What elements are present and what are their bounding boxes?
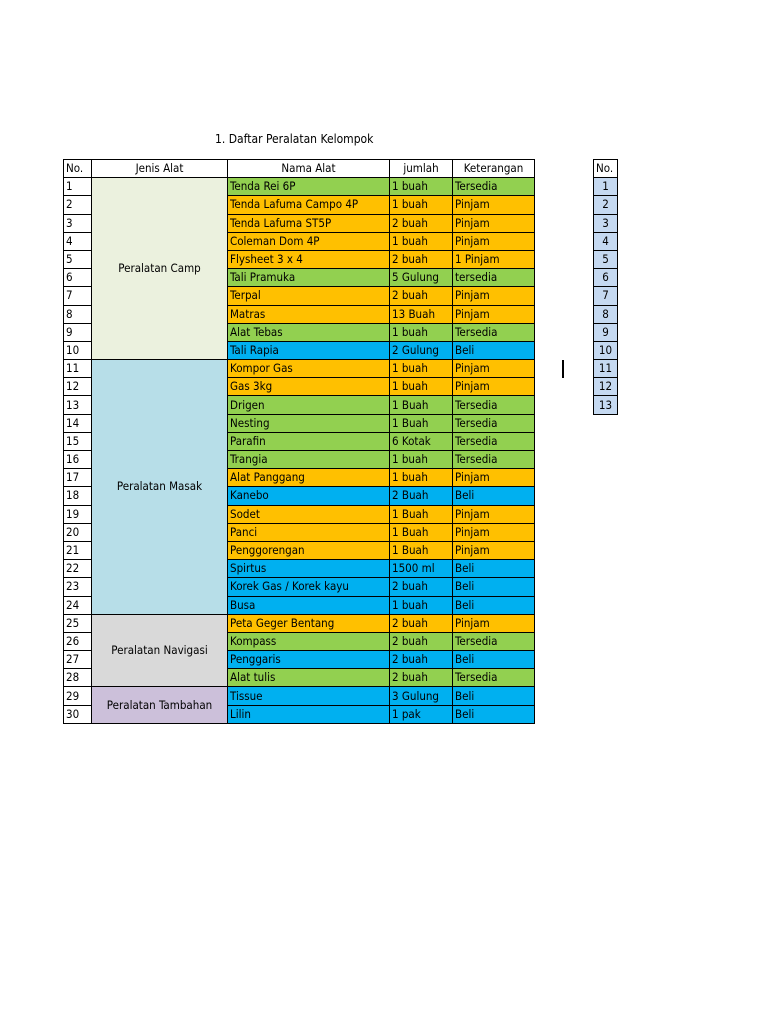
cell-jumlah[interactable]: 2 buah xyxy=(390,214,453,232)
cell-no[interactable]: 25 xyxy=(64,614,92,632)
cell-nama-alat[interactable]: Tali Pramuka xyxy=(228,269,390,287)
cell-keterangan[interactable]: Pinjam xyxy=(453,287,535,305)
cell-no[interactable]: 22 xyxy=(64,560,92,578)
cell-nama-alat[interactable]: Tissue xyxy=(228,687,390,705)
cell-keterangan[interactable]: tersedia xyxy=(453,269,535,287)
cell-jumlah[interactable]: 1 buah xyxy=(390,178,453,196)
cell-keterangan[interactable]: Beli xyxy=(453,651,535,669)
side-table-body xyxy=(594,178,618,414)
cell-no[interactable]: 30 xyxy=(64,705,92,723)
side-table-row xyxy=(594,396,618,414)
side-cell-no[interactable]: 3 xyxy=(594,214,618,232)
cell-keterangan[interactable]: Beli xyxy=(453,596,535,614)
cell-nama-alat[interactable]: Lilin xyxy=(228,705,390,723)
cell-no[interactable]: 20 xyxy=(64,523,92,541)
cell-jumlah[interactable]: 5 Gulung xyxy=(390,269,453,287)
cell-jumlah[interactable]: 1 Buah xyxy=(390,505,453,523)
cell-no[interactable]: 16 xyxy=(64,451,92,469)
cell-keterangan[interactable]: Pinjam xyxy=(453,214,535,232)
cell-jenis-alat[interactable]: Peralatan Masak xyxy=(92,360,228,615)
cell-keterangan[interactable]: 1 Pinjam xyxy=(453,250,535,268)
cell-jumlah[interactable]: 1 buah xyxy=(390,360,453,378)
cell-keterangan[interactable]: Beli xyxy=(453,341,535,359)
cell-no[interactable]: 26 xyxy=(64,632,92,650)
cell-jumlah[interactable]: 1 Buah xyxy=(390,523,453,541)
cell-no[interactable]: 1 xyxy=(64,178,92,196)
side-cell-no[interactable]: 9 xyxy=(594,323,618,341)
table-row xyxy=(64,360,535,378)
cell-no[interactable]: 7 xyxy=(64,287,92,305)
cell-jumlah[interactable]: 1 buah xyxy=(390,596,453,614)
side-cell-no[interactable]: 1 xyxy=(594,178,618,196)
cell-nama-alat[interactable]: Sodet xyxy=(228,505,390,523)
side-table-row xyxy=(594,341,618,359)
cell-keterangan[interactable]: Pinjam xyxy=(453,541,535,559)
cell-no[interactable]: 6 xyxy=(64,269,92,287)
side-table-row xyxy=(594,232,618,250)
side-header-no[interactable]: No. xyxy=(594,160,618,178)
cell-keterangan[interactable]: Pinjam xyxy=(453,469,535,487)
cell-jumlah[interactable]: 2 Gulung xyxy=(390,341,453,359)
cell-nama-alat[interactable]: Kanebo xyxy=(228,487,390,505)
cell-no[interactable]: 17 xyxy=(64,469,92,487)
table-row xyxy=(64,687,535,705)
cell-jumlah[interactable]: 2 buah xyxy=(390,651,453,669)
cell-no[interactable]: 14 xyxy=(64,414,92,432)
side-table-row xyxy=(594,269,618,287)
cell-keterangan[interactable]: Tersedia xyxy=(453,414,535,432)
cell-nama-alat[interactable]: Kompor Gas xyxy=(228,360,390,378)
cell-jumlah[interactable]: 1 Buah xyxy=(390,396,453,414)
side-cell-no[interactable]: 12 xyxy=(594,378,618,396)
side-table-row xyxy=(594,250,618,268)
cell-keterangan[interactable]: Pinjam xyxy=(453,523,535,541)
cell-no[interactable]: 29 xyxy=(64,687,92,705)
cell-nama-alat[interactable]: Nesting xyxy=(228,414,390,432)
side-cell-no[interactable]: 13 xyxy=(594,396,618,414)
cell-jumlah[interactable]: 2 buah xyxy=(390,250,453,268)
cell-no[interactable]: 23 xyxy=(64,578,92,596)
cell-no[interactable]: 28 xyxy=(64,669,92,687)
side-table-row xyxy=(594,305,618,323)
cell-no[interactable]: 24 xyxy=(64,596,92,614)
cell-keterangan[interactable]: Tersedia xyxy=(453,669,535,687)
cell-keterangan[interactable]: Beli xyxy=(453,560,535,578)
text-cursor xyxy=(562,360,564,378)
cell-keterangan[interactable]: Beli xyxy=(453,687,535,705)
side-table-row xyxy=(594,178,618,196)
header-no[interactable]: No. xyxy=(64,160,92,178)
cell-keterangan[interactable]: Beli xyxy=(453,487,535,505)
cell-nama-alat[interactable]: Peta Geger Bentang xyxy=(228,614,390,632)
page-title: 1. Daftar Peralatan Kelompok xyxy=(215,132,374,146)
cell-jumlah[interactable]: 1 pak xyxy=(390,705,453,723)
cell-keterangan[interactable]: Tersedia xyxy=(453,178,535,196)
cell-jumlah[interactable]: 1 Buah xyxy=(390,541,453,559)
cell-jumlah[interactable]: 1 buah xyxy=(390,232,453,250)
cell-nama-alat[interactable]: Alat Tebas xyxy=(228,323,390,341)
cell-keterangan[interactable]: Pinjam xyxy=(453,232,535,250)
table-row xyxy=(64,178,535,196)
cell-nama-alat[interactable]: Alat Panggang xyxy=(228,469,390,487)
side-cell-no[interactable]: 10 xyxy=(594,341,618,359)
cell-no[interactable]: 4 xyxy=(64,232,92,250)
cell-nama-alat[interactable]: Flysheet 3 x 4 xyxy=(228,250,390,268)
side-cell-no[interactable]: 5 xyxy=(594,250,618,268)
cell-nama-alat[interactable]: Coleman Dom 4P xyxy=(228,232,390,250)
side-table-row xyxy=(594,323,618,341)
header-jumlah[interactable]: jumlah xyxy=(390,160,453,178)
side-cell-no[interactable]: 8 xyxy=(594,305,618,323)
table-body xyxy=(64,178,535,724)
cell-jumlah[interactable]: 6 Kotak xyxy=(390,432,453,450)
cell-jumlah[interactable]: 2 Buah xyxy=(390,487,453,505)
cell-nama-alat[interactable]: Kompass xyxy=(228,632,390,650)
cell-no[interactable]: 3 xyxy=(64,214,92,232)
cell-nama-alat[interactable]: Panci xyxy=(228,523,390,541)
cell-nama-alat[interactable]: Matras xyxy=(228,305,390,323)
cell-keterangan[interactable]: Tersedia xyxy=(453,323,535,341)
cell-keterangan[interactable]: Pinjam xyxy=(453,196,535,214)
header-jenis-alat[interactable]: Jenis Alat xyxy=(92,160,228,178)
cell-no[interactable]: 21 xyxy=(64,541,92,559)
cell-no[interactable]: 10 xyxy=(64,341,92,359)
cell-jumlah[interactable]: 1 buah xyxy=(390,378,453,396)
cell-keterangan[interactable]: Beli xyxy=(453,705,535,723)
cell-no[interactable]: 8 xyxy=(64,305,92,323)
side-table-row xyxy=(594,196,618,214)
cell-keterangan[interactable]: Beli xyxy=(453,578,535,596)
cell-nama-alat[interactable]: Gas 3kg xyxy=(228,378,390,396)
table-row xyxy=(64,614,535,632)
cell-nama-alat[interactable]: Tenda Lafuma Campo 4P xyxy=(228,196,390,214)
cell-no[interactable]: 12 xyxy=(64,378,92,396)
equipment-table xyxy=(63,159,535,724)
cell-nama-alat[interactable]: Tenda Rei 6P xyxy=(228,178,390,196)
side-cell-no[interactable]: 11 xyxy=(594,360,618,378)
cell-jumlah[interactable]: 1 Buah xyxy=(390,414,453,432)
cell-keterangan[interactable]: Pinjam xyxy=(453,305,535,323)
cell-nama-alat[interactable]: Drigen xyxy=(228,396,390,414)
side-header-row xyxy=(594,160,618,178)
cell-keterangan[interactable]: Tersedia xyxy=(453,396,535,414)
cell-jumlah[interactable]: 1 buah xyxy=(390,469,453,487)
side-table-row xyxy=(594,360,618,378)
cell-jumlah[interactable]: 2 buah xyxy=(390,614,453,632)
cell-nama-alat[interactable]: Alat tulis xyxy=(228,669,390,687)
side-cell-no[interactable]: 7 xyxy=(594,287,618,305)
cell-keterangan[interactable]: Tersedia xyxy=(453,432,535,450)
cell-nama-alat[interactable]: Parafin xyxy=(228,432,390,450)
cell-jumlah[interactable]: 2 buah xyxy=(390,578,453,596)
cell-jumlah[interactable]: 2 buah xyxy=(390,632,453,650)
cell-nama-alat[interactable]: Penggaris xyxy=(228,651,390,669)
cell-jenis-alat[interactable]: Peralatan Navigasi xyxy=(92,614,228,687)
cell-nama-alat[interactable]: Korek Gas / Korek kayu xyxy=(228,578,390,596)
side-cell-no[interactable]: 4 xyxy=(594,232,618,250)
cell-no[interactable]: 19 xyxy=(64,505,92,523)
cell-jumlah[interactable]: 2 buah xyxy=(390,287,453,305)
cell-no[interactable]: 2 xyxy=(64,196,92,214)
cell-jumlah[interactable]: 1500 ml xyxy=(390,560,453,578)
cell-jumlah[interactable]: 3 Gulung xyxy=(390,687,453,705)
cell-jumlah[interactable]: 1 buah xyxy=(390,196,453,214)
cell-keterangan[interactable]: Pinjam xyxy=(453,360,535,378)
header-keterangan[interactable]: Keterangan xyxy=(453,160,535,178)
cell-nama-alat[interactable]: Tali Rapia xyxy=(228,341,390,359)
side-table-row xyxy=(594,378,618,396)
cell-keterangan[interactable]: Pinjam xyxy=(453,378,535,396)
cell-jumlah[interactable]: 13 Buah xyxy=(390,305,453,323)
header-nama-alat[interactable]: Nama Alat xyxy=(228,160,390,178)
cell-keterangan[interactable]: Pinjam xyxy=(453,614,535,632)
cell-keterangan[interactable]: Pinjam xyxy=(453,505,535,523)
cell-no[interactable]: 27 xyxy=(64,651,92,669)
side-cell-no[interactable]: 6 xyxy=(594,269,618,287)
cell-nama-alat[interactable]: Busa xyxy=(228,596,390,614)
cell-jumlah[interactable]: 2 buah xyxy=(390,669,453,687)
cell-keterangan[interactable]: Tersedia xyxy=(453,632,535,650)
cell-jenis-alat[interactable]: Peralatan Tambahan xyxy=(92,687,228,723)
cell-nama-alat[interactable]: Trangia xyxy=(228,451,390,469)
cell-no[interactable]: 9 xyxy=(64,323,92,341)
cell-nama-alat[interactable]: Terpal xyxy=(228,287,390,305)
side-table-row xyxy=(594,214,618,232)
cell-keterangan[interactable]: Tersedia xyxy=(453,451,535,469)
cell-nama-alat[interactable]: Spirtus xyxy=(228,560,390,578)
cell-jumlah[interactable]: 1 buah xyxy=(390,451,453,469)
cell-no[interactable]: 13 xyxy=(64,396,92,414)
side-number-table xyxy=(593,159,618,415)
cell-nama-alat[interactable]: Tenda Lafuma ST5P xyxy=(228,214,390,232)
header-row xyxy=(64,160,535,178)
cell-no[interactable]: 11 xyxy=(64,360,92,378)
side-table-row xyxy=(594,287,618,305)
side-cell-no[interactable]: 2 xyxy=(594,196,618,214)
cell-no[interactable]: 5 xyxy=(64,250,92,268)
cell-no[interactable]: 18 xyxy=(64,487,92,505)
cell-no[interactable]: 15 xyxy=(64,432,92,450)
cell-nama-alat[interactable]: Penggorengan xyxy=(228,541,390,559)
cell-jenis-alat[interactable]: Peralatan Camp xyxy=(92,178,228,360)
cell-jumlah[interactable]: 1 buah xyxy=(390,323,453,341)
